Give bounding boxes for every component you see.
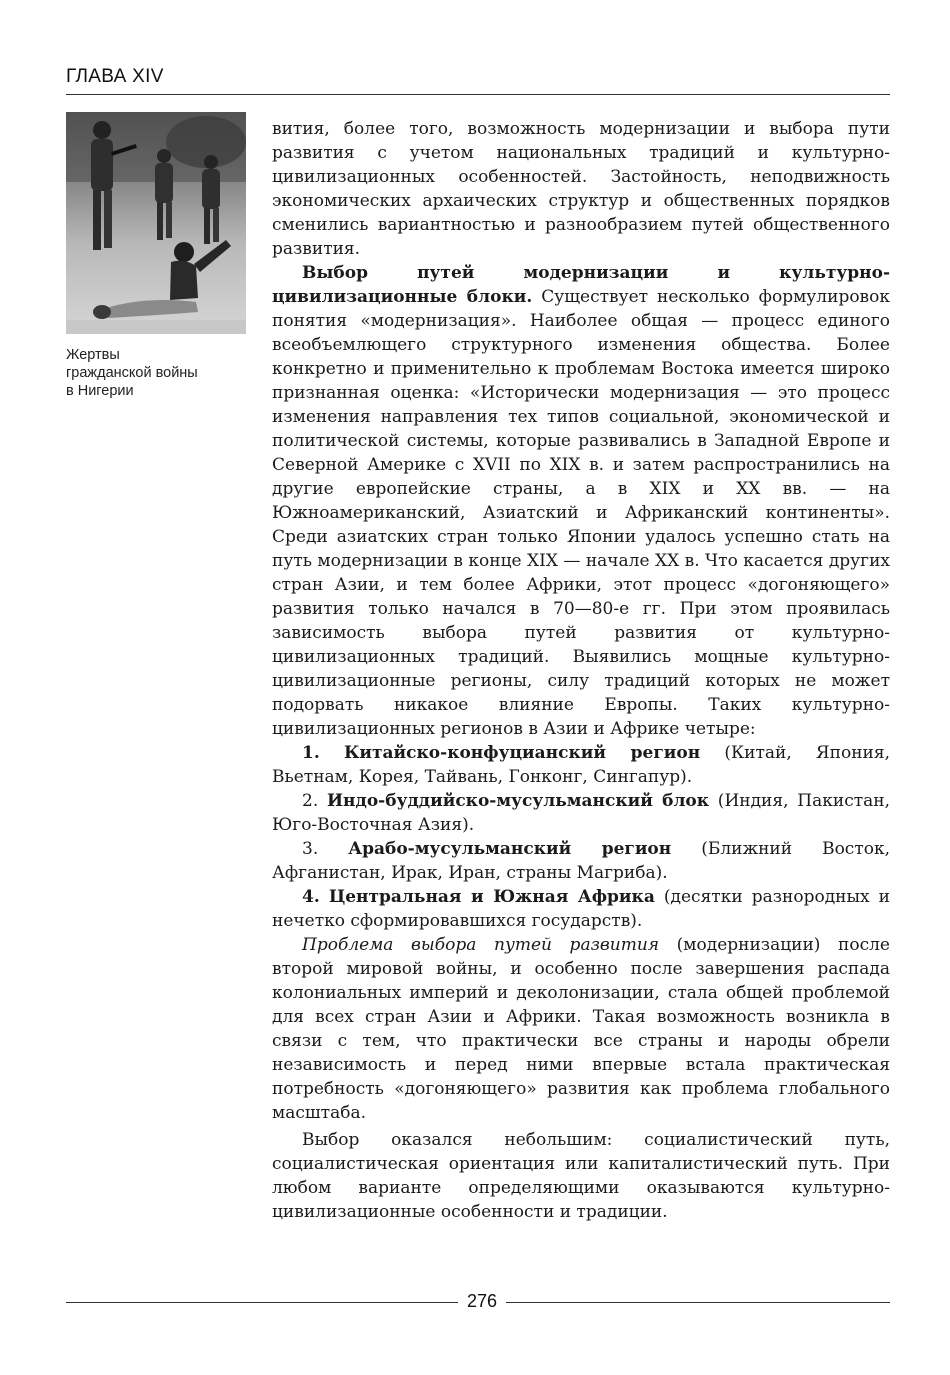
- paragraph-text: Существует несколько формулировок понятия «модернизация». Наиболее общая — процесс единого всеобъемлющего структурного изменения общества. Более конкретно и применительно к проблемам Востока имеется широко признанная оценка: «Исторически модернизация — это процесс изменения направления тех типов социальной, экономической и политической системы, которые развивались в Западной Европе и Северной Америке с XVII по XIX в. и затем распространились на другие европейские страны, а в XIX и XX вв. — на Южноамериканский, Азиатский и Африканский континенты». Среди азиатских стран только Японии удалось успешно стать на путь модернизации в конце XIX — начале XX в. Что касается других стран Азии, и тем более Африки, этот процесс «догоняющего» развития только начался в 70—80-е гг. При этом проявилась зависимость выбора путей развития от культурно-цивилизационных традиций. Выявились мощные культурно-цивилизационные регионы, силу традиций которых не может подорвать никакое влияние Европы. Таких культурно-цивилизационных регионов в Азии и Африке четыре:: [272, 287, 890, 739]
- list-term: Китайско-конфуцианский регион: [343, 743, 701, 763]
- paragraph-continuation: вития, более того, возможность модернизации и выбора пути развития с учетом национальных традиций и культурно-цивилизационных особенностей. Застойность, неподвижность экономических архаических структур и общественных порядков сменились вариантностью и разнообразием путей общественного развития.: [272, 119, 890, 259]
- caption-line: в Нигерии: [66, 383, 134, 399]
- list-term: Центральная и Южная Африка: [328, 887, 655, 907]
- header-rule: [66, 94, 890, 95]
- caption-line: Жертвы: [66, 347, 120, 363]
- list-item: [272, 885, 890, 933]
- list-text: (Ближний Восток, Афганистан, Ирак, Иран, страны Магриба).: [272, 839, 891, 883]
- page-footer: [66, 1289, 890, 1315]
- list-number: 2.: [302, 791, 319, 811]
- photo-caption: [66, 346, 246, 400]
- footer-rule-right: [506, 1302, 890, 1303]
- list-text: (Китай, Япония, Вьетнам, Корея, Тайвань, Гонконг, Сингапур).: [272, 743, 890, 787]
- list-text: (Индия, Пакистан, Юго-Восточная Азия).: [272, 791, 890, 835]
- caption-line: гражданской войны: [66, 365, 198, 381]
- list-term: Арабо-мусульманский регион: [348, 839, 672, 859]
- section-heading: Выбор путей модернизации и культурно-цивилизационные блоки.: [272, 263, 890, 307]
- paragraph-text: (модернизации) после второй мировой войны, и особенно после завершения распада колониальных империй и деколонизации, стала общей проблемой для всех стран Азии и Африки. Такая возможность возникла в связи с тем, что практически все страны и народы обрели независимость и перед ними впервые встала практическая потребность «догоняющего» развития как проблема глобального масштаба.: [272, 935, 890, 1123]
- list-number: 3.: [302, 839, 319, 859]
- main-text: [272, 117, 890, 1224]
- page-number: 276: [466, 1291, 498, 1311]
- italic-term: Проблема выбора путей развития: [302, 935, 660, 955]
- list-term: Индо-буддийско-мусульманский блок: [327, 791, 710, 811]
- page-header: [66, 66, 890, 88]
- list-item: [272, 789, 890, 837]
- list-number: 4.: [302, 887, 320, 907]
- footer-rule-left: [66, 1302, 458, 1303]
- list-number: 1.: [302, 743, 320, 763]
- paragraph-final: Выбор оказался небольшим: социалистический путь, социалистическая ориентация или капиталистический путь. При любом варианте определяющими оказываются культурно-цивилизационные особенности и традиции.: [272, 1130, 890, 1222]
- photo-civil-war-victims: [66, 112, 246, 334]
- list-item: [272, 837, 890, 885]
- chapter-title: ГЛАВА XIV: [66, 66, 164, 87]
- paragraph-modernization: [272, 261, 890, 741]
- list-item: [272, 741, 890, 789]
- list-text: (десятки разнородных и нечетко сформировавшихся государств).: [272, 887, 891, 931]
- paragraph-choice-problem: [272, 933, 890, 1125]
